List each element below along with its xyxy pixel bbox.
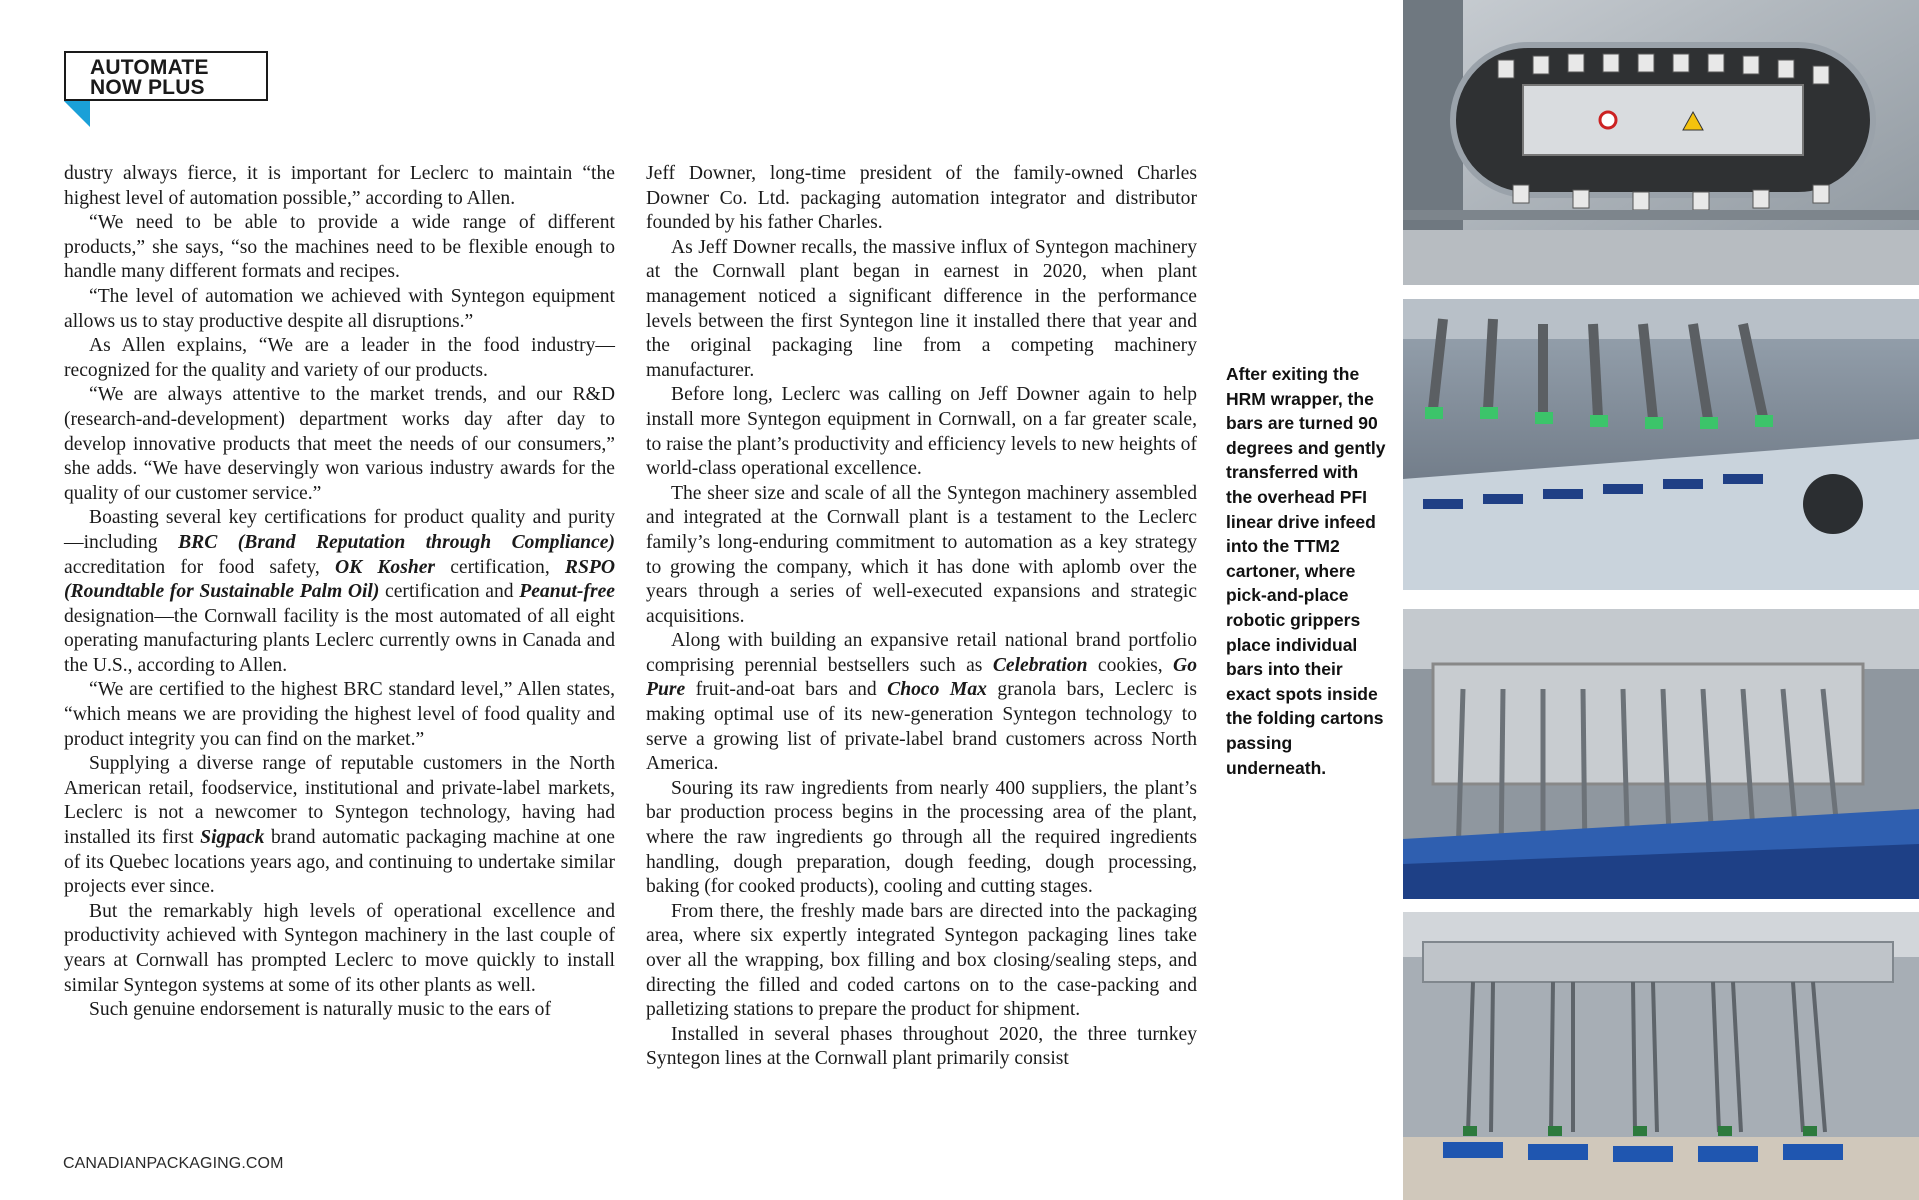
paragraph: “We need to be able to provide a wide range of different products,” she says, “so the machines need to be flexible enough to handle many different formats and recipes.: [64, 212, 615, 283]
section-badge: [64, 51, 268, 101]
paragraph: Before long, Leclerc was calling on Jeff Downer again to help install more Syntegon equipment in Cornwall, on a far greater scale, to raise the plant’s productivity and efficiency levels to new heights of world-class operational excellence.: [646, 384, 1197, 480]
paragraph: “We are certified to the highest BRC standard level,” Allen states, “which means we are providing the highest level of food quality and product integrity you can find on the market.”: [64, 679, 615, 750]
photo-cartoner-infeed: [1403, 609, 1919, 899]
emphasis-peanut-free: Peanut-free: [519, 581, 616, 603]
photo-pick-and-place-grippers: [1403, 299, 1919, 590]
paragraph: “We are always attentive to the market trends, and our R&D (research-and-development) department works day after day to develop innovative products that meet the needs of our consumers,” she adds. “We have deservingly won various industry awards for the quality of our customer service.”: [64, 384, 615, 504]
paragraph: Jeff Downer, long-time president of the family-owned Charles Downer Co. Ltd. packaging automation integrator and distributor founded by his father Charles.: [646, 163, 1197, 234]
section-badge-line-1: AUTOMATE: [90, 56, 209, 79]
paragraph: But the remarkably high levels of operational excellence and productivity achieved with Syntegon machinery in the last couple of years at Cornwall has prompted Leclerc to move quickly to install similar Syntegon systems at some of its other plants as well.: [64, 900, 615, 996]
paragraph: As Allen explains, “We are a leader in the food industry—recognized for the quality and variety of our products.: [64, 335, 615, 381]
badge-corner-triangle: [64, 101, 90, 127]
photo-caption: After exiting the HRM wrapper, the bars are turned 90 degrees and gently transferred with the overhead PFI linear drive infeed into the TTM2 cartoner, where pick-and-place robotic grippers place individual bars into their exact spots inside the folding cartons passing underneath.: [1226, 364, 1386, 778]
emphasis-go-pure: Go Pure: [646, 654, 1197, 701]
section-badge-line-2: NOW PLUS: [90, 76, 205, 99]
emphasis-brc: BRC (Brand Reputation through Compliance): [178, 531, 615, 553]
paragraph: The sheer size and scale of all the Syntegon machinery assembled and integrated at the Cornwall plant is a testament to the Leclerc family’s long-enduring commitment to automation as a key strategy to growing the company, which it has done with aplomb over the years through a series of well-executed expansions and strategic acquisitions.: [646, 482, 1197, 627]
article-column-1: [64, 162, 615, 1023]
article-column-2: [646, 162, 1197, 1072]
photo-robotic-grippers-cartons: [1403, 912, 1919, 1200]
paragraph: “The level of automation we achieved with Syntegon equipment allows us to stay productive despite all disruptions.”: [64, 285, 615, 332]
emphasis-rspo: RSPO (Roundtable for Sustainable Palm Oil): [64, 556, 615, 603]
emphasis-ok-kosher: OK Kosher: [334, 556, 436, 578]
paragraph: From there, the freshly made bars are directed into the packaging area, where six expertly integrated Syntegon packaging lines take over all the wrapping, box filling and box closing/sealing steps, and directing the filled and coded cartons on to the case-packing and palletizing stations to prepare the product for shipment.: [646, 900, 1197, 1021]
paragraph: Boasting several key certifications for product quality and purity—including BRC (Brand Reputation through Compliance) accreditation for food safety, OK Kosher certification, RSPO (Roundtable for Sustainable Palm Oil) certification and Peanut-free designation—the Cornwall facility is the most automated of all eight operating manufacturing plants Leclerc currently owns in Canada and the U.S., according to Allen.: [64, 507, 616, 676]
footer-site-url: CANADIANPACKAGING.COM: [63, 1155, 284, 1172]
paragraph: dustry always fierce, it is important for Leclerc to maintain “the highest level of automation possible,” according to Allen.: [64, 163, 615, 209]
emphasis-choco-max: Choco Max: [887, 679, 987, 701]
paragraph: Supplying a diverse range of reputable customers in the North American retail, foodservice, institutional and private-label markets, Leclerc is not a newcomer to Syntegon technology, having had installed its first Sigpack brand automatic packaging machine at one of its Quebec locations years ago, and continuing to undertake similar projects ever since.: [64, 753, 615, 898]
paragraph: Souring its raw ingredients from nearly 400 suppliers, the plant’s bar production process begins in the processing area of the plant, where the raw ingredients go through all the required ingredients handling, dough preparation, dough feeding, dough processing, baking (for cooked products), cooling and cutting stages.: [646, 777, 1197, 898]
paragraph: Such genuine endorsement is naturally music to the ears of: [89, 999, 551, 1021]
paragraph: Installed in several phases throughout 2020, the three turnkey Syntegon lines at the Cornwall plant primarily consist: [646, 1023, 1197, 1070]
paragraph: As Jeff Downer recalls, the massive influx of Syntegon machinery at the Cornwall plant began in earnest in 2020, when plant management noticed a significant difference in the performance levels between the first Syntegon line it installed there that year and the original packaging line from a competing machinery manufacturer.: [646, 236, 1197, 381]
paragraph: Along with building an expansive retail national brand portfolio comprising perennial bestsellers such as Celebration cookies, Go Pure fruit-and-oat bars and Choco Max granola bars, Leclerc is making optimal use of its new-generation Syntegon technology to serve a growing list of private-label brand customers across North America.: [646, 630, 1198, 775]
emphasis-celebration: Celebration: [992, 654, 1088, 676]
emphasis-sigpack: Sigpack: [200, 827, 265, 849]
photo-gripper-track: [1403, 0, 1919, 285]
